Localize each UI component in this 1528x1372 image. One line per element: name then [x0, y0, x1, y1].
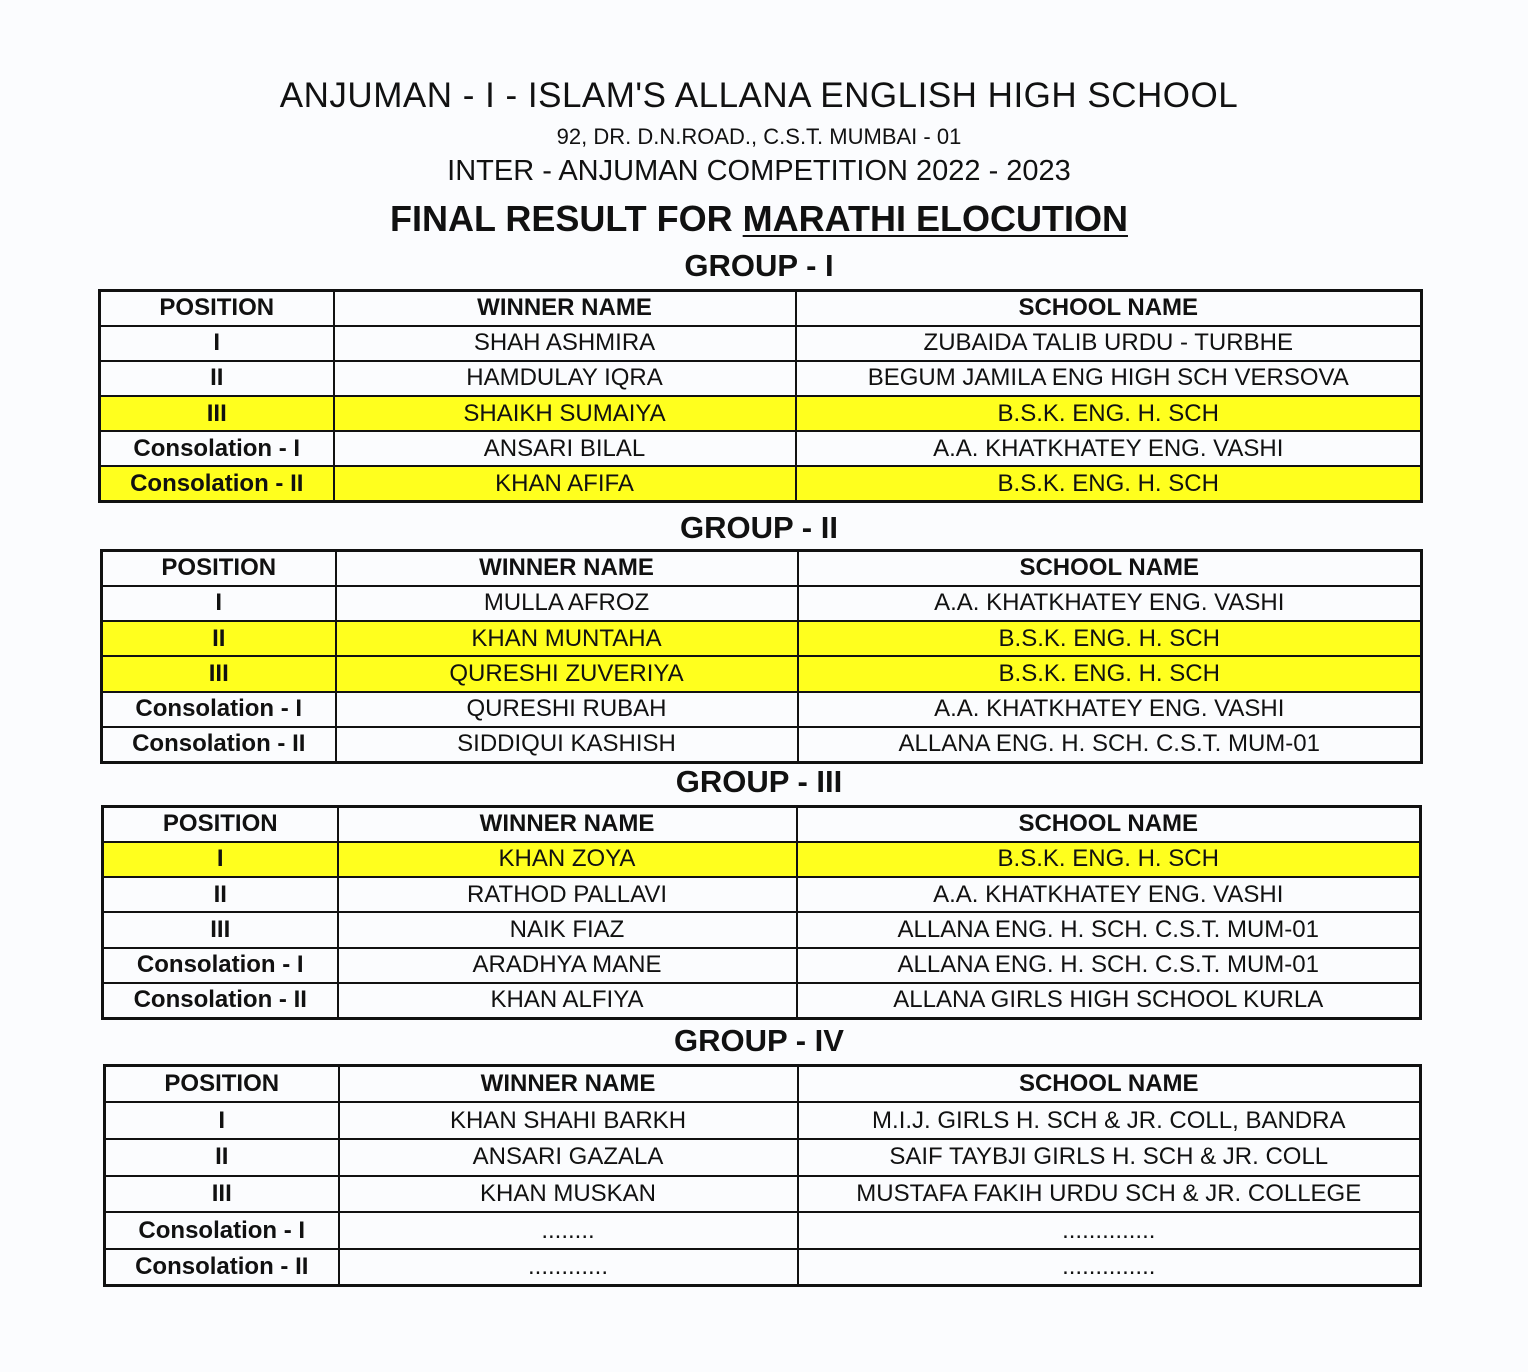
position-cell: II — [100, 361, 334, 396]
school-name-header: SCHOOL NAME — [797, 807, 1421, 842]
position-cell: III — [102, 656, 336, 691]
final-result-heading — [0, 198, 1518, 240]
table-row — [100, 326, 1422, 361]
winner-name-header: WINNER NAME — [334, 291, 796, 326]
school-name-cell: ALLANA GIRLS HIGH SCHOOL KURLA — [797, 983, 1421, 1018]
winner-name-cell: HAMDULAY IQRA — [334, 361, 796, 396]
table-row — [102, 692, 1422, 727]
position-cell: Consolation - I — [102, 692, 336, 727]
position-cell: Consolation - II — [103, 983, 338, 1018]
table-row — [102, 586, 1422, 621]
table-row — [103, 877, 1421, 912]
winner-name-header: WINNER NAME — [338, 807, 797, 842]
result-subject: MARATHI ELOCUTION — [742, 198, 1128, 239]
results-table — [103, 1064, 1422, 1287]
school-name-cell: B.S.K. ENG. H. SCH — [798, 656, 1422, 691]
winner-name-cell: KHAN MUSKAN — [339, 1176, 798, 1213]
winner-name-header: WINNER NAME — [339, 1066, 798, 1103]
school-name-cell: A.A. KHATKHATEY ENG. VASHI — [797, 877, 1421, 912]
school-name-cell: .............. — [798, 1249, 1421, 1286]
group-heading: GROUP - IV — [674, 1023, 844, 1058]
position-cell: Consolation - I — [100, 431, 334, 466]
winner-name-cell: ............ — [339, 1249, 798, 1286]
school-name-cell: SAIF TAYBJI GIRLS H. SCH & JR. COLL — [798, 1139, 1421, 1176]
table-row — [103, 912, 1421, 947]
position-header: POSITION — [103, 807, 338, 842]
school-name-cell: M.I.J. GIRLS H. SCH & JR. COLL, BANDRA — [798, 1102, 1421, 1139]
table-row — [100, 431, 1422, 466]
position-cell: III — [103, 912, 338, 947]
table-row — [103, 983, 1421, 1018]
position-cell: I — [105, 1102, 339, 1139]
table-row — [100, 396, 1422, 431]
school-title: ANJUMAN - I - ISLAM'S ALLANA ENGLISH HIGH SCHOOL — [279, 76, 1239, 115]
table-row — [100, 466, 1422, 501]
position-header: POSITION — [105, 1066, 339, 1103]
position-cell: III — [105, 1176, 339, 1213]
table-row — [102, 621, 1422, 656]
winner-name-cell: MULLA AFROZ — [336, 586, 798, 621]
school-name-cell: .............. — [798, 1212, 1421, 1249]
school-name-cell: MUSTAFA FAKIH URDU SCH & JR. COLLEGE — [798, 1176, 1421, 1213]
table-row — [105, 1249, 1421, 1286]
winner-name-cell: QURESHI RUBAH — [336, 692, 798, 727]
winner-name-cell: KHAN AFIFA — [334, 466, 796, 501]
position-cell: III — [100, 396, 334, 431]
winner-name-cell: RATHOD PALLAVI — [338, 877, 797, 912]
winner-name-cell: ANSARI GAZALA — [339, 1139, 798, 1176]
position-header: POSITION — [102, 551, 336, 586]
school-name-header: SCHOOL NAME — [796, 291, 1422, 326]
table-header-row — [102, 551, 1422, 586]
table-row — [105, 1176, 1421, 1213]
winner-name-cell: KHAN ZOYA — [338, 842, 797, 877]
table-row — [102, 656, 1422, 691]
school-name-cell: B.S.K. ENG. H. SCH — [796, 396, 1422, 431]
position-cell: Consolation - II — [100, 466, 334, 501]
table-row — [103, 948, 1421, 983]
table-row — [100, 361, 1422, 396]
winner-name-cell: ANSARI BILAL — [334, 431, 796, 466]
school-name-cell: B.S.K. ENG. H. SCH — [797, 842, 1421, 877]
position-cell: I — [102, 586, 336, 621]
position-cell: Consolation - I — [105, 1212, 339, 1249]
position-cell: Consolation - II — [102, 727, 336, 762]
table-header-row — [103, 807, 1421, 842]
position-cell: II — [102, 621, 336, 656]
position-cell: I — [103, 842, 338, 877]
school-name-cell: ZUBAIDA TALIB URDU - TURBHE — [796, 326, 1422, 361]
winner-name-cell: SHAIKH SUMAIYA — [334, 396, 796, 431]
table-row — [103, 842, 1421, 877]
table-header-row — [105, 1066, 1421, 1103]
position-cell: Consolation - I — [103, 948, 338, 983]
school-name-cell: A.A. KHATKHATEY ENG. VASHI — [798, 692, 1422, 727]
group-heading: GROUP - I — [684, 248, 834, 283]
table-row — [102, 727, 1422, 762]
position-header: POSITION — [100, 291, 334, 326]
school-address: 92, DR. D.N.ROAD., C.S.T. MUMBAI - 01 — [556, 124, 962, 149]
school-name-header: SCHOOL NAME — [798, 1066, 1421, 1103]
school-name-cell: B.S.K. ENG. H. SCH — [798, 621, 1422, 656]
results-table — [100, 549, 1423, 764]
result-prefix: FINAL RESULT FOR — [390, 198, 743, 239]
table-row — [105, 1102, 1421, 1139]
group-heading: GROUP - III — [675, 764, 843, 799]
table-row — [105, 1212, 1421, 1249]
school-name-cell: A.A. KHATKHATEY ENG. VASHI — [796, 431, 1422, 466]
table-row — [105, 1139, 1421, 1176]
school-name-cell: ALLANA ENG. H. SCH. C.S.T. MUM-01 — [797, 912, 1421, 947]
position-cell: II — [105, 1139, 339, 1176]
school-name-cell: BEGUM JAMILA ENG HIGH SCH VERSOVA — [796, 361, 1422, 396]
position-cell: I — [100, 326, 334, 361]
school-name-header: SCHOOL NAME — [798, 551, 1422, 586]
winner-name-cell: NAIK FIAZ — [338, 912, 797, 947]
winner-name-cell: ........ — [339, 1212, 798, 1249]
winner-name-cell: SHAH ASHMIRA — [334, 326, 796, 361]
competition-title: INTER - ANJUMAN COMPETITION 2022 - 2023 — [447, 155, 1071, 187]
position-cell: Consolation - II — [105, 1249, 339, 1286]
school-name-cell: A.A. KHATKHATEY ENG. VASHI — [798, 586, 1422, 621]
position-cell: II — [103, 877, 338, 912]
winner-name-cell: KHAN ALFIYA — [338, 983, 797, 1018]
winner-name-header: WINNER NAME — [336, 551, 798, 586]
winner-name-cell: QURESHI ZUVERIYA — [336, 656, 798, 691]
school-name-cell: ALLANA ENG. H. SCH. C.S.T. MUM-01 — [798, 727, 1422, 762]
group-heading: GROUP - II — [680, 510, 838, 545]
results-table — [101, 805, 1422, 1020]
winner-name-cell: KHAN SHAHI BARKH — [339, 1102, 798, 1139]
results-table — [98, 289, 1423, 503]
winner-name-cell: KHAN MUNTAHA — [336, 621, 798, 656]
school-name-cell: B.S.K. ENG. H. SCH — [796, 466, 1422, 501]
table-header-row — [100, 291, 1422, 326]
school-name-cell: ALLANA ENG. H. SCH. C.S.T. MUM-01 — [797, 948, 1421, 983]
winner-name-cell: ARADHYA MANE — [338, 948, 797, 983]
winner-name-cell: SIDDIQUI KASHISH — [336, 727, 798, 762]
